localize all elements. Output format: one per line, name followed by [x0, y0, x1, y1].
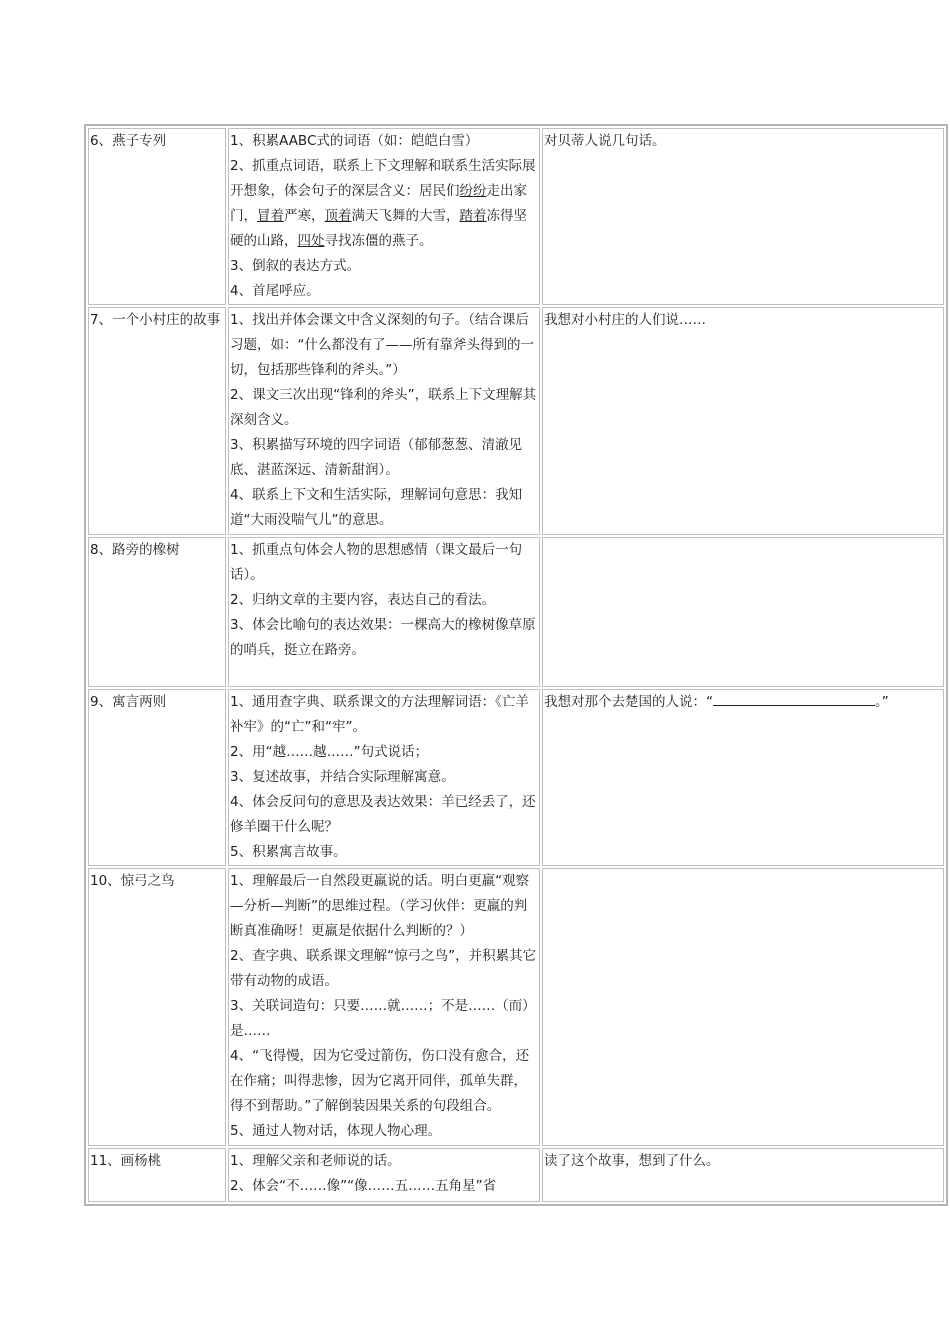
lesson-points: 1、通用查字典、联系课文的方法理解词语：《亡羊补牢》的“亡”和“牢”。 2、用“越……越……”句式说话； 3、复述故事，并结合实际理解寓意。 4、体会反问句的意思及表达效果：羊已经丢了，还修羊圈干什么呢？ 5、积累寓言故事。	[228, 689, 540, 866]
lesson-note	[542, 689, 944, 866]
note-prefix: 我想对那个去楚国的人说：“	[544, 694, 713, 710]
lesson-title: 9、寓言两则	[88, 689, 226, 866]
lesson-points: 1、抓重点句体会人物的思想感情（课文最后一句话）。 2、归纳文章的主要内容，表达自己的看法。 3、体会比喻句的表达效果：一棵高大的橡树像草原的哨兵，挺立在路旁。	[228, 537, 540, 687]
table-row	[88, 1148, 944, 1202]
fill-in-blank[interactable]	[713, 691, 875, 706]
table-row	[88, 537, 944, 687]
lesson-points: 1、理解父亲和老师说的话。 2、体会“不……像”“像……五……五角星”省	[228, 1148, 540, 1202]
lesson-points: 1、找出并体会课文中含义深刻的句子。（结合课后习题，如：“什么都没有了——所有靠斧头得到的一切，包括那些锋利的斧头。”） 2、课文三次出现“锋利的斧头”，联系上下文理解其深刻含义。 3、积累描写环境的四字词语（郁郁葱葱、清澈见底、湛蓝深远、清新甜润）。 4、联系上下文和生活实际，理解词句意思：我知道“大雨没喘气儿”的意思。	[228, 307, 540, 535]
lesson-point-underlined: 2、抓重点词语，联系上下文理解和联系生活实际展开想象，体会句子的深层含义：居民们纷纷走出家门，冒着严寒，顶着满天飞舞的大雪，踏着冻得坚硬的山路，四处寻找冻僵的燕子。	[230, 158, 536, 249]
table-row	[88, 689, 944, 866]
lesson-title: 8、路旁的橡树	[88, 537, 226, 687]
lesson-note	[542, 537, 944, 687]
lesson-note: 对贝蒂人说几句话。	[542, 128, 944, 305]
lesson-note: 读了这个故事，想到了什么。	[542, 1148, 944, 1202]
lesson-points: 1、积累AABC式的词语（如：皑皑白雪） 2、抓重点词语，联系上下文理解和联系生活实际展开想象，体会句子的深层含义：居民们纷纷走出家门，冒着严寒，顶着满天飞舞的大雪，踏着冻得坚硬的山路，四处寻找冻僵的燕子。 3、倒叙的表达方式。 4、首尾呼应。	[228, 128, 540, 305]
table-row	[88, 307, 944, 535]
lesson-title: 11、画杨桃	[88, 1148, 226, 1202]
table-row	[88, 868, 944, 1146]
lesson-title: 10、惊弓之鸟	[88, 868, 226, 1146]
lesson-note	[542, 868, 944, 1146]
lesson-points: 1、理解最后一自然段更羸说的话。明白更羸“观察—分析—判断”的思维过程。（学习伙伴：更羸的判断真准确呀！更羸是依据什么判断的？） 2、查字典、联系课文理解“惊弓之鸟”，并积累其它带有动物的成语。 3、关联词造句：只要……就……；不是……（而）是…… 4、“飞得慢，因为它受过箭伤，伤口没有愈合，还在作痛；叫得悲惨，因为它离开同伴，孤单失群，得不到帮助。”了解倒装因果关系的句段组合。 5、通过人物对话，体现人物心理。	[228, 868, 540, 1146]
lesson-note: 我想对小村庄的人们说……	[542, 307, 944, 535]
table-row	[88, 128, 944, 305]
note-suffix: 。”	[875, 694, 889, 710]
lesson-table	[84, 124, 948, 1206]
lesson-title: 7、一个小村庄的故事	[88, 307, 226, 535]
lesson-title: 6、燕子专列	[88, 128, 226, 305]
